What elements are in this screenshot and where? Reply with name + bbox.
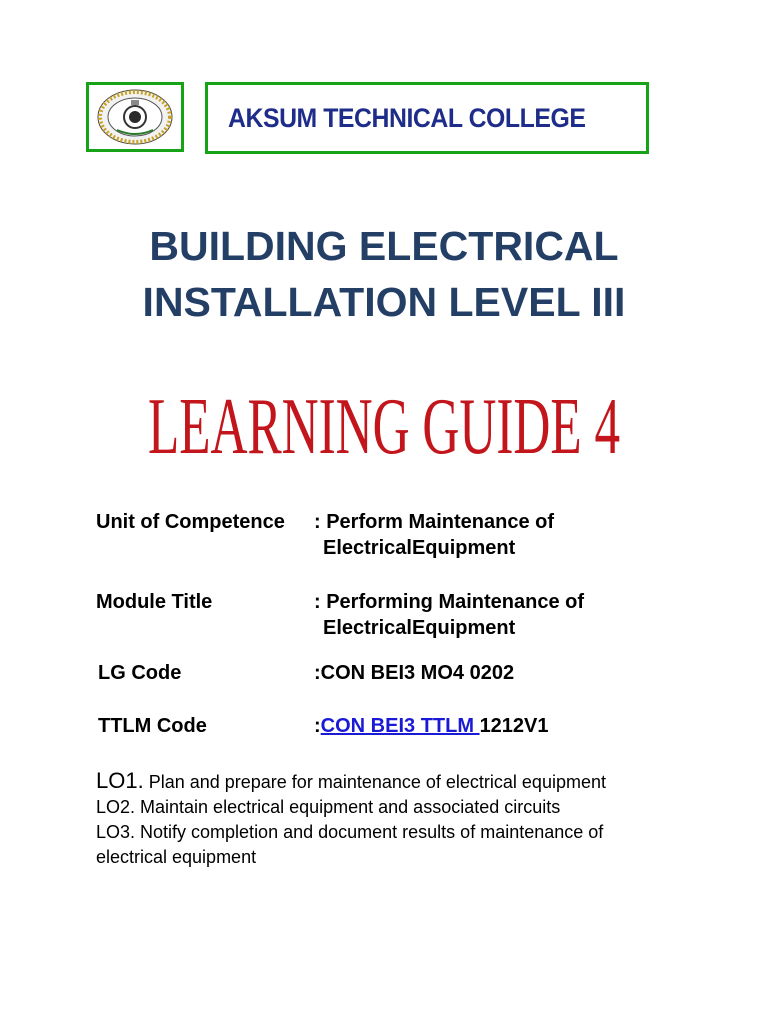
ttlm-label: TTLM Code — [98, 715, 207, 737]
module-value-line2: ElectricalEquipment — [323, 617, 516, 639]
lo1-prefix: LO1. — [96, 768, 144, 793]
unit-value-line1: : Perform Maintenance of — [314, 511, 555, 533]
lo2: LO2. Maintain electrical equipment and associated circuits — [96, 797, 561, 817]
college-name: AKSUM TECHNICAL COLLEGE — [228, 103, 586, 133]
ttlm-value — [314, 713, 549, 739]
lo3: LO3. Notify completion and document results of maintenance of electrical equipment — [96, 822, 604, 867]
lg-label: LG Code — [98, 662, 182, 684]
college-seal-icon — [95, 88, 175, 146]
course-title-line1: BUILDING ELECTRICAL — [149, 223, 619, 269]
course-title-line2: INSTALLATION LEVEL III — [142, 279, 626, 325]
module-label: Module Title — [96, 591, 213, 613]
unit-value — [314, 509, 554, 561]
course-title — [0, 218, 768, 330]
ttlm-link[interactable]: CON BEI3 TTLM — [320, 715, 480, 737]
module-value — [314, 589, 584, 641]
module-value-line1: : Performing Maintenance of — [314, 591, 585, 613]
logo-frame — [86, 82, 184, 152]
ttlm-prefix: : — [314, 715, 321, 737]
learning-guide-title: LEARNING GUIDE 4 — [147, 383, 621, 471]
lg-value: :CON BEI3 MO4 0202 — [314, 662, 515, 684]
learning-outcomes — [96, 768, 696, 870]
lo1-text: Plan and prepare for maintenance of electrical equipment — [143, 772, 606, 792]
college-banner — [205, 82, 649, 154]
lo1 — [96, 768, 696, 795]
ttlm-suffix: 1212V1 — [479, 715, 549, 737]
unit-value-line2: ElectricalEquipment — [323, 537, 516, 559]
unit-label: Unit of Competence — [96, 511, 285, 533]
